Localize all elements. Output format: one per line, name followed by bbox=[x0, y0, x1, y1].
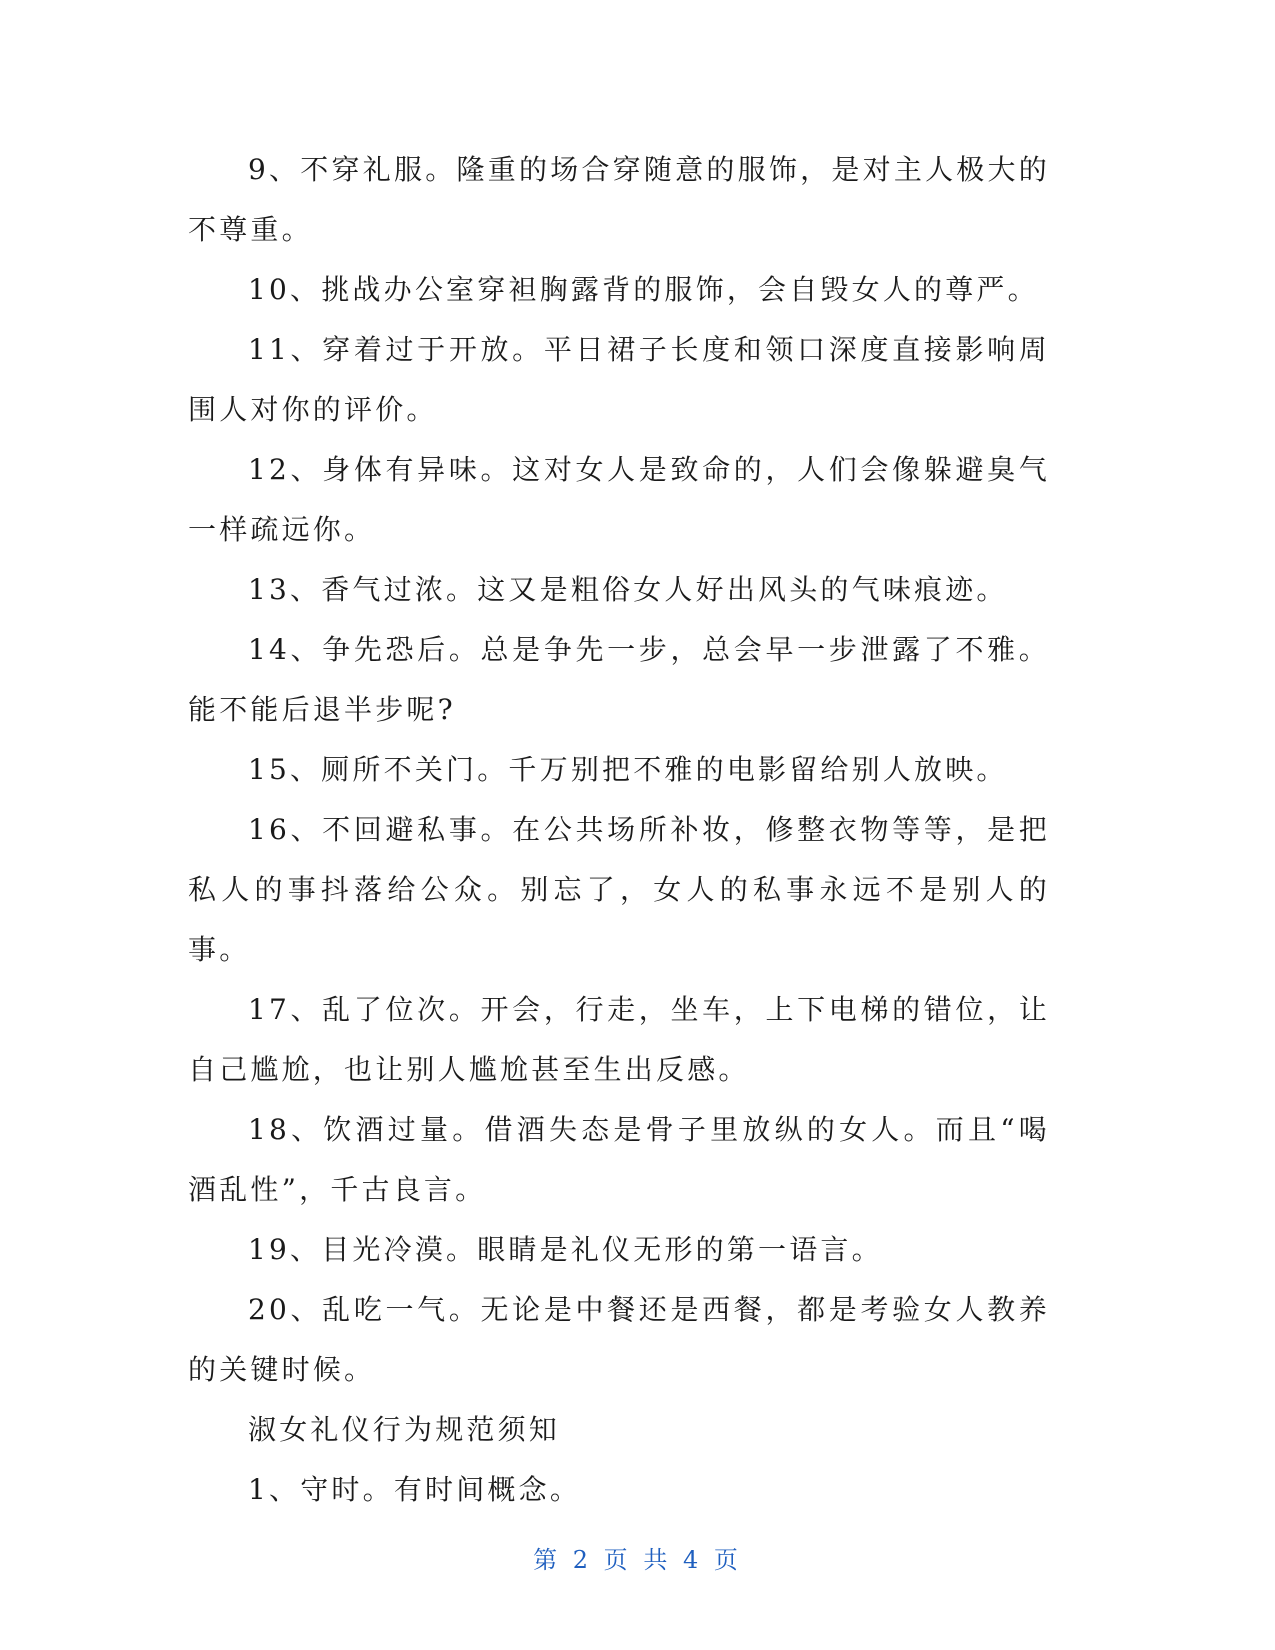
paragraph-item-16: 16、不回避私事。在公共场所补妆，修整衣物等等，是把私人的事抖落给公众。别忘了，女人的私事永远不是别人的事。 bbox=[188, 813, 1050, 966]
footer-current-page: 2 bbox=[572, 1546, 593, 1574]
paragraph-item-20: 20、乱吃一气。无论是中餐还是西餐，都是考验女人教养的关键时候。 bbox=[188, 1293, 1050, 1386]
footer-total-word: 共 bbox=[643, 1546, 672, 1574]
footer-prefix: 第 bbox=[533, 1546, 562, 1574]
section-heading: 淑女礼仪行为规范须知 bbox=[248, 1413, 561, 1446]
paragraph-item-17: 17、乱了位次。开会，行走，坐车，上下电梯的错位，让自己尴尬，也让别人尴尬甚至生出反感。 bbox=[188, 993, 1050, 1086]
paragraph-rule-1: 1、守时。有时间概念。 bbox=[248, 1473, 582, 1506]
paragraph-item-15: 15、厕所不关门。千万别把不雅的电影留给别人放映。 bbox=[248, 753, 1008, 786]
paragraph-item-10: 10、挑战办公室穿袒胸露背的服饰，会自毁女人的尊严。 bbox=[248, 273, 1039, 306]
page-footer bbox=[0, 1540, 1275, 1575]
paragraph-item-13: 13、香气过浓。这又是粗俗女人好出风头的气味痕迹。 bbox=[248, 573, 1008, 606]
footer-total-pages: 4 bbox=[682, 1546, 703, 1574]
document-body bbox=[188, 140, 1050, 1520]
footer-page-unit: 页 bbox=[603, 1546, 632, 1574]
paragraph-item-14: 14、争先恐后。总是争先一步，总会早一步泄露了不雅。能不能后退半步呢? bbox=[188, 633, 1050, 726]
paragraph-item-9: 9、不穿礼服。隆重的场合穿随意的服饰，是对主人极大的不尊重。 bbox=[188, 153, 1050, 246]
paragraph-item-19: 19、目光冷漠。眼睛是礼仪无形的第一语言。 bbox=[248, 1233, 883, 1266]
paragraph-item-12: 12、身体有异味。这对女人是致命的，人们会像躲避臭气一样疏远你。 bbox=[188, 453, 1050, 546]
footer-suffix: 页 bbox=[713, 1546, 742, 1574]
paragraph-item-11: 11、穿着过于开放。平日裙子长度和领口深度直接影响周围人对你的评价。 bbox=[188, 333, 1050, 426]
paragraph-item-18: 18、饮酒过量。借酒失态是骨子里放纵的女人。而且“喝酒乱性”，千古良言。 bbox=[188, 1113, 1050, 1206]
